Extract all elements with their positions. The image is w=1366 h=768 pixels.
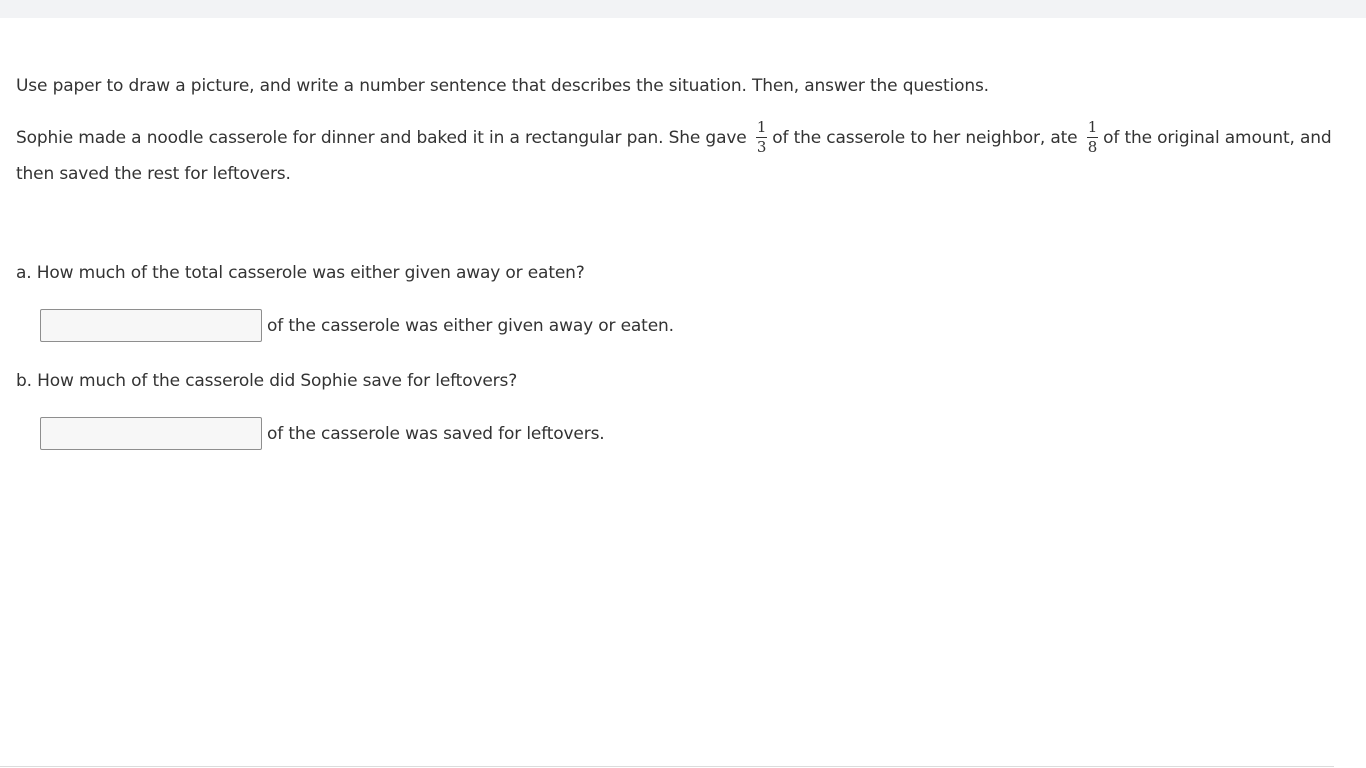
fraction-numerator: 1: [1087, 118, 1098, 136]
top-bar: [0, 0, 1366, 18]
fraction-one-third: [756, 119, 767, 155]
problem-text-part1: Sophie made a noodle casserole for dinner and baked it in a rectangular pan. She gave: [16, 128, 747, 148]
problem-text-part2: of the casserole to her neighbor, ate: [772, 128, 1078, 148]
question-b-answer-row: [40, 417, 605, 450]
fraction-numerator: 1: [756, 118, 767, 136]
question-b-suffix: of the casserole was saved for leftovers.: [267, 423, 605, 444]
problem-line-2: then saved the rest for leftovers.: [16, 164, 291, 184]
instructions-text: Use paper to draw a picture, and write a number sentence that describes the situation. Then, answer the questions.: [16, 76, 989, 96]
question-a-answer-input[interactable]: [40, 309, 262, 342]
question-a-answer-row: [40, 309, 674, 342]
question-b-label: b. How much of the casserole did Sophie save for leftovers?: [16, 371, 518, 391]
question-b-answer-input[interactable]: [40, 417, 262, 450]
fraction-denominator: 8: [1087, 138, 1098, 156]
bottom-divider: [0, 766, 1334, 767]
question-a-suffix: of the casserole was either given away or eaten.: [267, 315, 674, 336]
problem-text-part3: of the original amount, and: [1103, 128, 1332, 148]
fraction-one-eighth: [1087, 119, 1098, 155]
problem-line-1: [16, 120, 1332, 156]
question-a-label: a. How much of the total casserole was either given away or eaten?: [16, 263, 585, 283]
fraction-denominator: 3: [756, 138, 767, 156]
